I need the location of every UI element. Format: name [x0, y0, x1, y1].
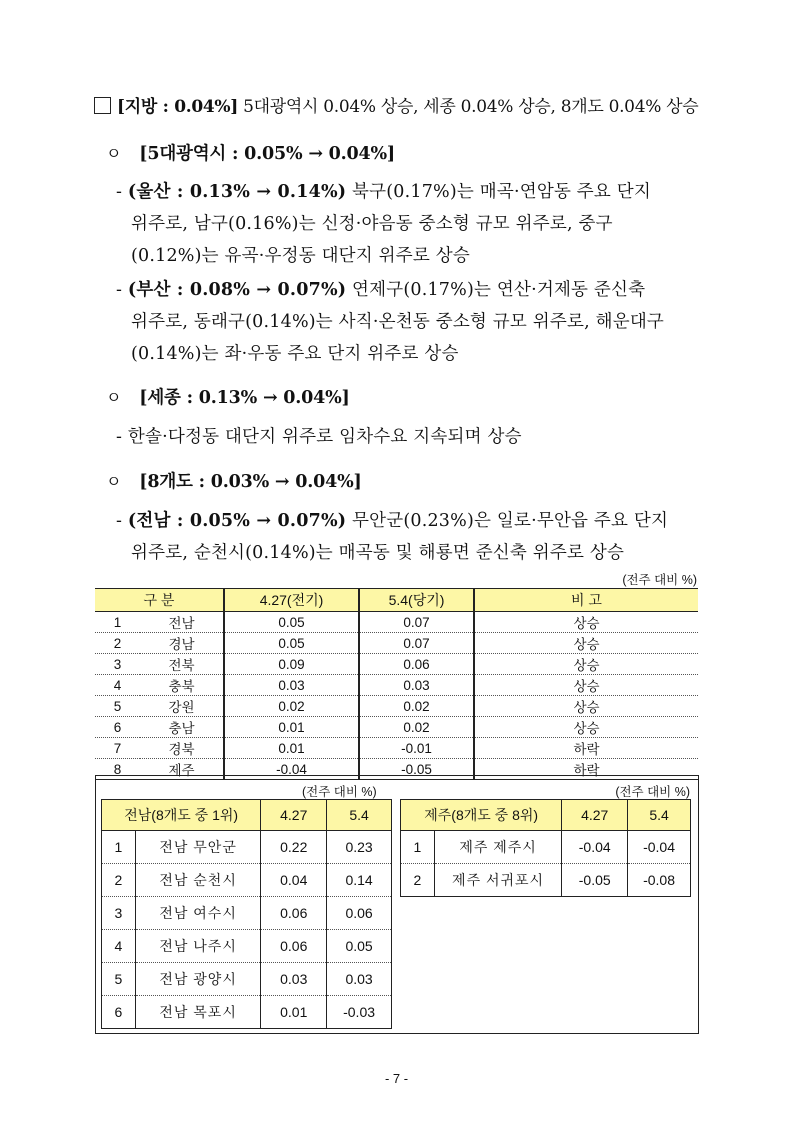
jeonnam-header-curr: 5.4	[327, 800, 392, 831]
header-prev: 4.27(전기)	[224, 589, 359, 612]
jeju-header-curr: 5.4	[628, 800, 691, 831]
dash-marker: -	[116, 280, 123, 300]
table-row: 2 전남 순천시 0.04 0.14	[102, 864, 392, 897]
table-row: 4 충북 0.03 0.03 상승	[95, 675, 698, 696]
table-row: 1 전남 무안군 0.22 0.23	[102, 831, 392, 864]
unit-note-left: (전주 대비 %)	[302, 785, 377, 799]
section-title: ㅇ [5대광역시 : 0.05% → 0.04%]	[106, 144, 396, 164]
table-row: 3 전남 여수시 0.06 0.06	[102, 897, 392, 930]
table-row: 2 경남 0.05 0.07 상승	[95, 633, 698, 654]
paragraph-ulsan: - (울산 : 0.13% → 0.14%) 북구(0.17%)는 매곡·연암동 주요 단지 위주로, 남구(0.16%)는 신정·야음동 중소형 규모 위주로, 중구 (0.12%)는 유곡·우정동 대단지 위주로 상승	[116, 182, 651, 266]
table-row: 1 전남 0.05 0.07 상승	[95, 612, 698, 633]
table-row: 6 전남 목포시 0.01 -0.03	[102, 996, 392, 1029]
item-label: (울산 : 0.13% → 0.14%)	[127, 182, 347, 202]
circle-bullet-icon: ㅇ	[106, 388, 122, 407]
province-table	[95, 588, 698, 780]
table-row: 5 전남 광양시 0.03 0.03	[102, 963, 392, 996]
circle-bullet-icon: ㅇ	[106, 144, 122, 163]
unit-note: (전주 대비 %)	[622, 573, 697, 587]
region-summary-header	[94, 92, 698, 117]
jeonnam-header-prev: 4.27	[261, 800, 327, 831]
table-row: 4 전남 나주시 0.06 0.05	[102, 930, 392, 963]
item-label: (전남 : 0.05% → 0.07%)	[127, 511, 347, 531]
table-row: 6 충남 0.01 0.02 상승	[95, 717, 698, 738]
item-label: (부산 : 0.08% → 0.07%)	[127, 280, 347, 300]
circle-bullet-icon: ㅇ	[106, 472, 122, 491]
header-note: 비 고	[474, 589, 698, 612]
jeju-header-prev: 4.27	[562, 800, 628, 831]
section-title: ㅇ [세종 : 0.13% → 0.04%]	[106, 388, 350, 408]
paragraph-jeonnam: - (전남 : 0.05% → 0.07%) 무안군(0.23%)은 일로·무안읍 주요 단지 위주로, 순천시(0.14%)는 매곡동 및 해룡면 준신축 위주로 상승	[116, 511, 669, 563]
dash-marker: -	[116, 427, 123, 447]
table-row: 3 전북 0.09 0.06 상승	[95, 654, 698, 675]
dash-marker: -	[116, 511, 123, 531]
jeju-header-title: 제주(8개도 중 8위)	[401, 800, 562, 831]
unit-note-right: (전주 대비 %)	[615, 785, 690, 799]
paragraph-busan: - (부산 : 0.08% → 0.07%) 연제구(0.17%)는 연산·거제동 준신축 위주로, 동래구(0.14%)는 사직·온천동 중소형 규모 위주로, 해운대구 (0.14%)는 좌·우동 주요 단지 위주로 상승	[116, 280, 665, 364]
table-row: 2 제주 서귀포시 -0.05 -0.08	[401, 864, 691, 897]
table-row: 1 제주 제주시 -0.04 -0.04	[401, 831, 691, 864]
paragraph-sejong: - 한솔·다정동 대단지 위주로 임차수요 지속되며 상승	[116, 427, 522, 447]
section-title: ㅇ [8개도 : 0.03% → 0.04%]	[106, 472, 362, 492]
page-number: - 7 -	[384, 1071, 409, 1086]
table-row: 5 강원 0.02 0.02 상승	[95, 696, 698, 717]
header-curr: 5.4(당기)	[359, 589, 474, 612]
jeonnam-header-title: 전남(8개도 중 1위)	[102, 800, 261, 831]
jeju-table	[400, 799, 691, 897]
table-row: 7 경북 0.01 -0.01 하락	[95, 738, 698, 759]
region-summary-label: [지방 : 0.04%]	[117, 97, 239, 117]
jeonnam-table	[101, 799, 392, 1029]
table-row: 8 제주 -0.04 -0.05 하락	[95, 759, 698, 780]
checkbox-square-icon	[94, 97, 111, 114]
region-summary-text: 5대광역시 0.04% 상승, 세종 0.04% 상승, 8개도 0.04% 상승	[243, 97, 699, 117]
header-category: 구 분	[95, 589, 224, 612]
dash-marker: -	[116, 182, 123, 202]
